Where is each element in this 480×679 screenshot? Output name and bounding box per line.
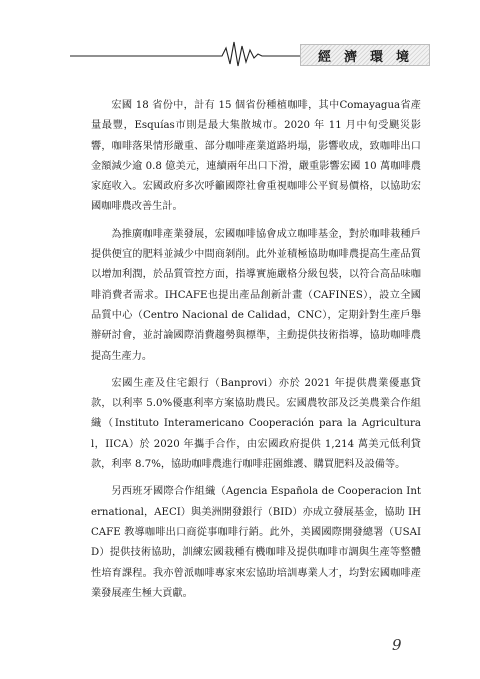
paragraph-4: 另西班牙國際合作組織（Agencia Española de Cooperacion International，AECI）與美洲開發銀行（BID）亦成立發展基金，協助 IHCAFE 教導咖啡出口商從事咖啡行銷。此外，美國國際開發總署（USAID）提供技術協助，訓練宏國栽種有機咖啡及提供咖啡市調與生產等整體性培育課程。我亦曾派咖啡專家來宏協助培訓專業人才，均對宏國咖啡產業發展產生極大貢獻。	[91, 486, 421, 599]
paragraph-3: 宏國生產及住宅銀行（Banprovi）亦於 2021 年提供農業優惠貸款，以利率 5.0%優惠利率方案協助農民。宏國農牧部及泛美農業合作組織（Instituto Interamericano Cooperación para la Agricultural，IICA）於 2020 年攜手合作，由宏國政府提供 1,214 萬美元低利貸款，利率 8.7%，協助咖啡農進行咖啡莊園維護、購買肥料及設備等。	[91, 377, 421, 471]
paragraph-1: 宏國 18 省份中，計有 15 個省份種植咖啡，其中Comayagua省產量最豐，Esquías市則是最大集散城市。2020 年 11 月中旬受颶災影響，咖啡落果情形嚴重、部分咖啡產業道路坍塌，影響收成，致咖啡出口金額減少逾 0.8 億美元，連續兩年出口下滑，嚴重影響宏國 10 萬咖啡農家庭收入。宏國政府多次呼籲國際社會重視咖啡公平貿易價格，以協助宏國咖啡農改善生計。	[91, 100, 421, 213]
page-number: 9	[392, 636, 402, 654]
paragraph-2: 為推廣咖啡產業發展，宏國咖啡協會成立咖啡基金，對於咖啡栽種戶提供便宜的肥料並減少中間商剝削。此外並積極協助咖啡農提高生產品質以增加利潤，於品質管控方面，指導實施嚴格分級包裝，以符合高品味咖啡消費者需求。IHCAFE也提出產品創新計畫（CAFINES），設立全國品質中心（Centro Nacional de Calidad，CNC），定期針對生產戶舉辦研討會，並討論國際消費趨勢與標準，主動提供技術指導，協助咖啡農提高生產力。	[91, 228, 421, 362]
body-text	[91, 96, 421, 611]
page-header	[0, 36, 480, 72]
section-label: 經濟環境	[317, 49, 422, 65]
